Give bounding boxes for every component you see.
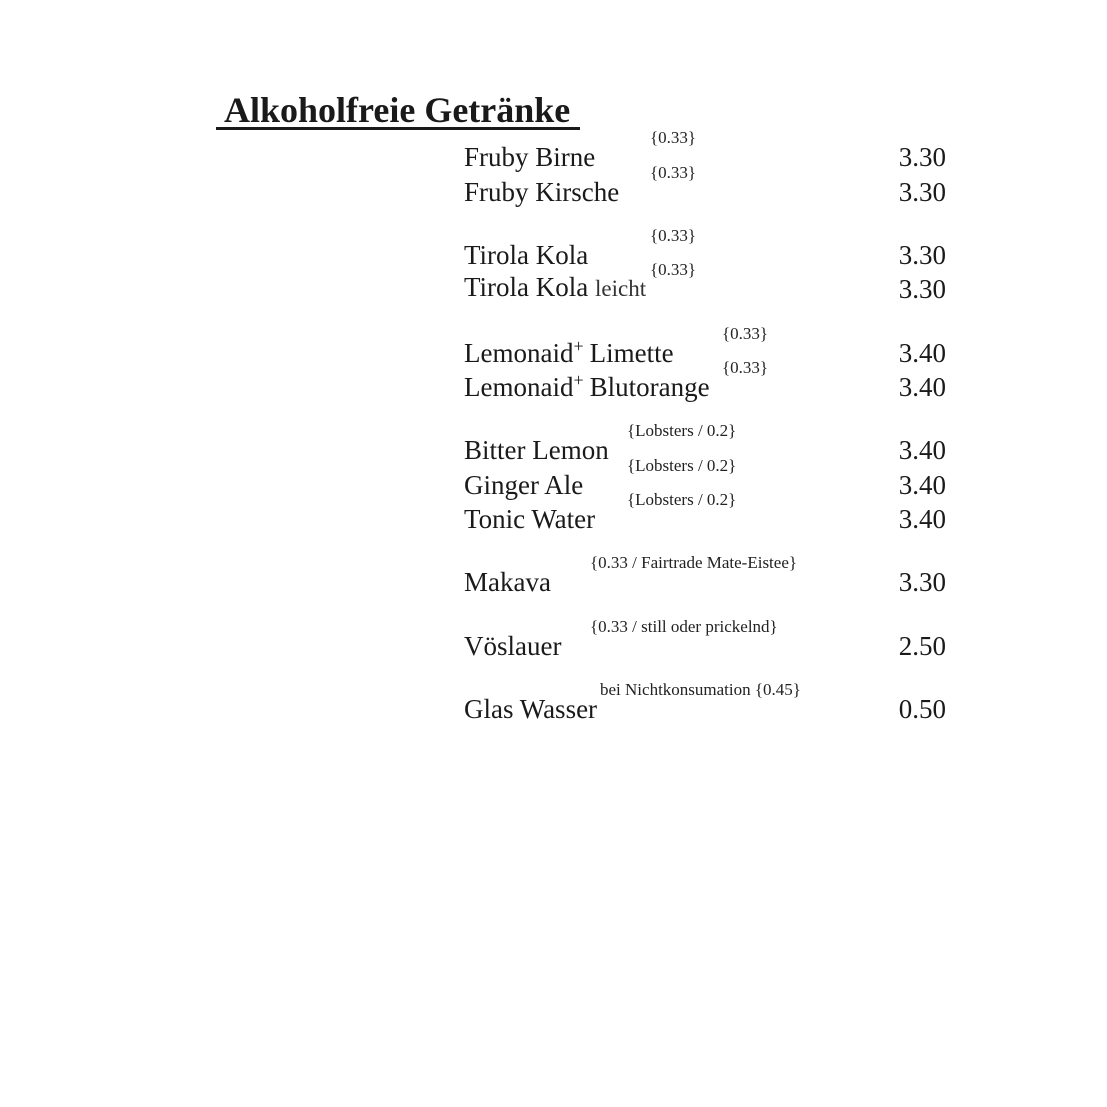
item-price: 3.40 bbox=[898, 372, 946, 402]
item-note: {0.33} bbox=[650, 226, 697, 245]
item-name bbox=[464, 272, 646, 304]
plus-mark: + bbox=[573, 336, 584, 356]
item-name-main: Lemonaid bbox=[464, 338, 574, 368]
menu-item bbox=[464, 553, 946, 597]
item-price: 3.30 bbox=[898, 177, 946, 207]
menu-item bbox=[464, 490, 946, 534]
item-name: Glas Wasser bbox=[464, 694, 598, 724]
item-price: 3.40 bbox=[898, 504, 946, 534]
item-price: 3.30 bbox=[898, 274, 946, 304]
menu-item bbox=[464, 128, 946, 172]
item-price: 2.50 bbox=[898, 631, 946, 661]
item-note: {Lobsters / 0.2} bbox=[627, 421, 737, 440]
item-note: {0.33} bbox=[650, 163, 697, 182]
page-title: Alkoholfreie Getränke bbox=[216, 90, 580, 130]
item-price: 3.30 bbox=[898, 567, 946, 597]
item-note: {0.33} bbox=[650, 260, 697, 279]
menu-item bbox=[464, 358, 946, 402]
item-note: {0.33} bbox=[722, 324, 769, 343]
item-name: Fruby Kirsche bbox=[464, 177, 620, 207]
item-name: Tirola Kola bbox=[464, 240, 589, 270]
item-name: Vöslauer bbox=[464, 631, 562, 661]
item-name: Bitter Lemon bbox=[464, 435, 609, 465]
menu-item bbox=[464, 617, 946, 661]
item-note: bei Nichtkonsumation {0.45} bbox=[600, 680, 801, 699]
item-price: 3.30 bbox=[898, 240, 946, 270]
item-name-suffix: leicht bbox=[595, 276, 647, 301]
item-price: 3.40 bbox=[898, 470, 946, 500]
item-price: 0.50 bbox=[898, 694, 946, 724]
menu-item bbox=[464, 324, 946, 368]
item-name: Makava bbox=[464, 567, 551, 597]
item-name: Ginger Ale bbox=[464, 470, 584, 500]
menu-item bbox=[464, 226, 946, 270]
item-name-main: Lemonaid bbox=[464, 372, 574, 402]
item-name: Tonic Water bbox=[464, 504, 596, 534]
item-note: {Lobsters / 0.2} bbox=[627, 490, 737, 509]
item-name: Fruby Birne bbox=[464, 142, 596, 172]
item-name-main: Tirola Kola bbox=[464, 272, 589, 302]
item-price: 3.40 bbox=[898, 435, 946, 465]
item-name bbox=[464, 331, 674, 368]
item-name bbox=[464, 365, 710, 402]
item-variant: Blutorange bbox=[589, 372, 710, 402]
menu-item bbox=[464, 680, 946, 724]
item-price: 3.30 bbox=[898, 142, 946, 172]
item-note: {0.33 / Fairtrade Mate-Eistee} bbox=[590, 553, 798, 572]
item-variant: Limette bbox=[589, 338, 674, 368]
menu-item bbox=[464, 260, 946, 304]
menu-item bbox=[464, 163, 946, 207]
plus-mark: + bbox=[573, 370, 584, 390]
item-note: {0.33 / still oder prickelnd} bbox=[590, 617, 778, 636]
item-note: {0.33} bbox=[650, 128, 697, 147]
item-note: {0.33} bbox=[722, 358, 769, 377]
item-price: 3.40 bbox=[898, 338, 946, 368]
item-note: {Lobsters / 0.2} bbox=[627, 456, 737, 475]
